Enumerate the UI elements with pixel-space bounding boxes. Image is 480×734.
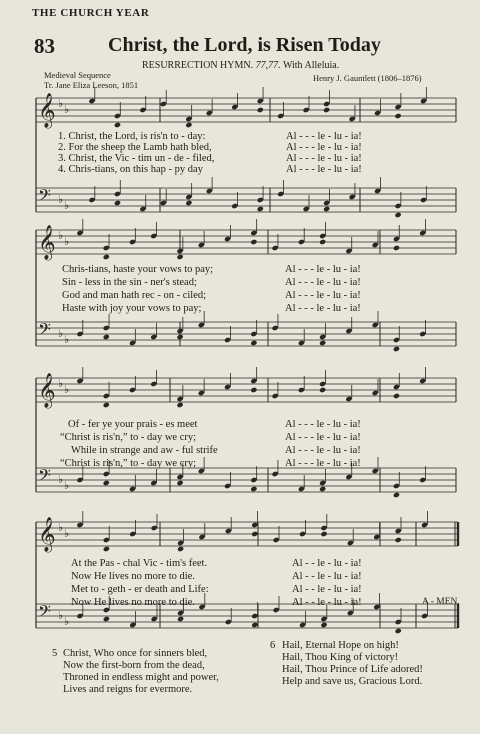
composer-credit: Henry J. Gauntlett (1806–1876) [313, 73, 422, 83]
treble-clef-icon: 𝄞 [38, 373, 56, 408]
note-head [320, 622, 327, 628]
verse-line: 3. Christ, the Vic - tim un - de - filed, [58, 153, 215, 164]
note-head [176, 480, 183, 486]
verse-line: “Christ is ris'n,” to - day we cry; [60, 458, 197, 469]
flat-icon: ♭ [64, 527, 70, 540]
note-head [185, 200, 192, 206]
flat-icon: ♭ [58, 377, 64, 390]
verse-line: Now He lives no more to die. [71, 597, 195, 608]
bass-clef-icon: 𝄢 [38, 185, 51, 209]
note-head [250, 340, 257, 346]
verse-line: Throned in endless might and power, [63, 672, 219, 683]
verse-5-number: 5 [52, 648, 58, 659]
alleluia-line: Al - - - le - lu - ia! [285, 419, 361, 430]
flat-icon: ♭ [58, 521, 64, 534]
note-head [103, 546, 110, 552]
flat-icon: ♭ [58, 609, 64, 622]
alleluia-line: Al - - - le - lu - ia! [286, 164, 362, 175]
note-head [393, 245, 400, 251]
note-head [393, 346, 400, 352]
verse-5 [63, 648, 219, 696]
alleluia-line: Al - - le - lu - ia! [292, 558, 362, 569]
tune-info [142, 60, 339, 71]
verse-line: 2. For the sheep the Lamb hath bled, [58, 142, 212, 153]
note-head [319, 239, 326, 245]
flat-icon: ♭ [58, 193, 64, 206]
bass-clef-icon: 𝄢 [38, 601, 51, 625]
alleluia-line: Al - - - le - lu - ia! [285, 445, 361, 456]
hymn-number: 83 [34, 34, 55, 58]
note-head [103, 334, 110, 340]
verse-line: Chris-tians, haste your vows to pay; [62, 264, 214, 275]
note-head [250, 387, 257, 393]
flat-icon: ♭ [64, 383, 70, 396]
note-head [114, 122, 121, 128]
hymn-title: Christ, the Lord, is Risen Today [108, 34, 381, 56]
alleluia-line: Al - - - le - lu - ia! [285, 277, 361, 288]
alleluia-line: Al - - - le - lu - ia! [285, 303, 361, 314]
verse-line: 4. Chris-tians, on this hap - py day [58, 164, 203, 175]
treble-clef-icon: 𝄞 [38, 93, 56, 128]
verse-line: Christ, Who once for sinners bled, [63, 648, 208, 659]
verse-line: At the Pas - chal Vic - tim's feet. [71, 558, 208, 569]
alleluia-line: Al - - - le - lu - ia! [285, 458, 361, 469]
flat-icon: ♭ [64, 479, 70, 492]
flat-icon: ♭ [64, 103, 70, 116]
verse-line: God and man hath rec - on - ciled; [62, 290, 207, 301]
alleluia-line: Al - - - le - lu - ia! [286, 131, 362, 142]
note-head [393, 492, 400, 498]
flat-icon: ♭ [64, 235, 70, 248]
note-head [177, 546, 184, 552]
text-source: Medieval Sequence [44, 70, 111, 80]
note-head [393, 393, 400, 399]
note-head [319, 486, 326, 492]
meter-suffix: With Alleluia. [282, 60, 340, 71]
note-head [250, 239, 257, 245]
flat-icon: ♭ [58, 229, 64, 242]
bass-clef-icon: 𝄢 [38, 465, 51, 489]
alleluia-line: Al - - - le - lu - ia! [286, 142, 362, 153]
note-head [257, 107, 264, 113]
note-head [176, 402, 183, 408]
note-head [394, 113, 401, 119]
staff-lines [36, 230, 456, 346]
note-head [257, 206, 264, 212]
flat-icon: ♭ [58, 473, 64, 486]
verse-line: Now He lives no more to die. [71, 571, 195, 582]
note-head [250, 486, 257, 492]
verse-line: Lives and reigns for evermore. [63, 684, 193, 695]
verse-line: Hail, Thou King of victory! [282, 652, 399, 663]
note-head [320, 531, 327, 537]
verse-line: Hail, Eternal Hope on high! [282, 640, 399, 651]
note-head [103, 254, 110, 260]
note-head [395, 628, 402, 634]
flat-icon: ♭ [64, 333, 70, 346]
amen-text: A - MEN. [422, 597, 460, 607]
verse-line: 1. Christ, the Lord, is ris'n to - day: [58, 131, 206, 142]
translator-credit: Tr. Jane Eliza Leeson, 1851 [44, 80, 139, 90]
note-head [323, 206, 330, 212]
note-head [323, 107, 330, 113]
verse-line: Now the first-born from the dead, [63, 660, 205, 671]
alleluia-line: Al - - - le - lu - ia! [285, 290, 361, 301]
flat-icon: ♭ [64, 615, 70, 628]
note-head [319, 387, 326, 393]
alleluia-line: Al - - le - lu - ia! [292, 571, 362, 582]
verse-line: While in strange and aw - ful strife [71, 445, 218, 456]
note-head [251, 531, 258, 537]
note-head [114, 200, 121, 206]
flat-icon: ♭ [58, 97, 64, 110]
verse-line: Met to - geth - er death and Life: [71, 584, 209, 595]
treble-clef-icon: 𝄞 [38, 517, 56, 552]
note-head [185, 122, 192, 128]
verse-line: Help and save us, Gracious Lord. [282, 676, 423, 687]
flat-icon: ♭ [64, 199, 70, 212]
meter: 77,77. [255, 60, 281, 71]
verse-line: Haste with joy your vows to pay; [62, 303, 202, 314]
verse-line: Sin - less in the sin - ner's stead; [62, 277, 197, 288]
verse-line: “Christ is ris'n,” to - day we cry; [60, 432, 197, 443]
tune-name: RESURRECTION HYMN. [142, 60, 254, 71]
note-head [251, 622, 258, 628]
flat-icon: ♭ [58, 327, 64, 340]
alleluia-line: Al - - - le - lu - ia! [285, 264, 361, 275]
note-head [176, 254, 183, 260]
note-head [177, 616, 184, 622]
note-head [394, 212, 401, 218]
alleluia-line: Al - - le - lu - ia! [292, 584, 362, 595]
alleluia-line: Al - - - le - lu - ia! [285, 432, 361, 443]
verse-6 [282, 640, 423, 688]
note-head [103, 616, 110, 622]
verse-6-number: 6 [270, 640, 276, 651]
treble-clef-icon: 𝄞 [38, 225, 56, 260]
section-heading: THE CHURCH YEAR [32, 7, 150, 19]
verse-line: Hail, Thou Prince of Life adored! [282, 664, 423, 675]
bass-clef-icon: 𝄢 [38, 319, 51, 343]
note-head [103, 402, 110, 408]
note-head [176, 334, 183, 340]
alleluia-line: Al - - le - lu - ia! [292, 597, 362, 608]
alleluia-line: Al - - - le - lu - ia! [286, 153, 362, 164]
note-head [103, 480, 110, 486]
note-head [319, 340, 326, 346]
note-head [395, 537, 402, 543]
verse-line: Of - fer ye your prais - es meet [68, 419, 198, 430]
